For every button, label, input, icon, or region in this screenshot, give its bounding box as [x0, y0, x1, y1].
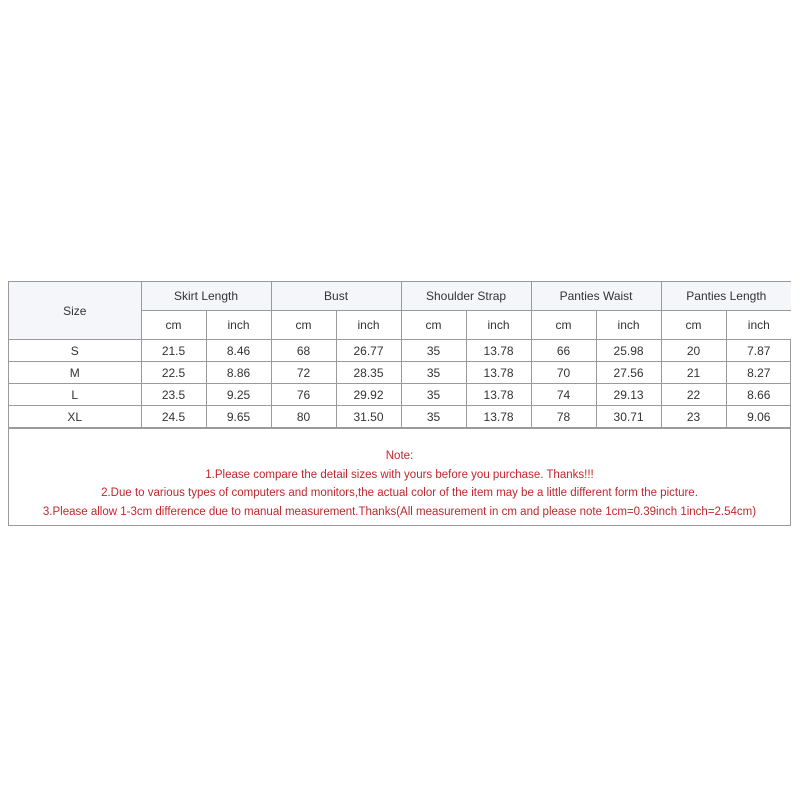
table-cell: 8.46: [206, 340, 271, 362]
group-header-skirt-length: Skirt Length: [141, 282, 271, 311]
table-cell: 68: [271, 340, 336, 362]
table-cell: 8.27: [726, 362, 791, 384]
table-cell: 70: [531, 362, 596, 384]
table-cell: 13.78: [466, 340, 531, 362]
table-cell: 72: [271, 362, 336, 384]
table-cell: 35: [401, 406, 466, 428]
note-title: Note:: [385, 450, 414, 462]
table-cell: 31.50: [336, 406, 401, 428]
table-cell: 9.65: [206, 406, 271, 428]
table-cell: 20: [661, 340, 726, 362]
table-cell: 21: [661, 362, 726, 384]
table-cell: 80: [271, 406, 336, 428]
size-cell: S: [9, 340, 141, 362]
table-cell: 13.78: [466, 384, 531, 406]
table-cell: 21.5: [141, 340, 206, 362]
unit-header-cm: cm: [661, 311, 726, 340]
group-header-panties-waist: Panties Waist: [531, 282, 661, 311]
table-cell: 22: [661, 384, 726, 406]
table-cell: 25.98: [596, 340, 661, 362]
table-row: [9, 384, 791, 406]
table-cell: 29.92: [336, 384, 401, 406]
table-cell: 26.77: [336, 340, 401, 362]
unit-header-inch: inch: [726, 311, 791, 340]
size-column-header: Size: [9, 282, 141, 340]
table-cell: 27.56: [596, 362, 661, 384]
unit-header-cm: cm: [531, 311, 596, 340]
unit-header-inch: inch: [336, 311, 401, 340]
note-line: 2.Due to various types of computers and monitors,the actual color of the item may be a little different form the picture.: [101, 487, 698, 499]
table-cell: 7.87: [726, 340, 791, 362]
unit-header-inch: inch: [206, 311, 271, 340]
size-cell: L: [9, 384, 141, 406]
table-cell: 35: [401, 340, 466, 362]
table-cell: 22.5: [141, 362, 206, 384]
size-cell: M: [9, 362, 141, 384]
table-cell: 23: [661, 406, 726, 428]
table-cell: 13.78: [466, 406, 531, 428]
table-cell: 35: [401, 384, 466, 406]
table-cell: 66: [531, 340, 596, 362]
table-row: [9, 362, 791, 384]
note-line: 3.Please allow 1-3cm difference due to manual measurement.Thanks(All measurement in cm and please note 1cm=0.39inch 1inch=2.54cm): [42, 505, 757, 518]
unit-header-cm: cm: [401, 311, 466, 340]
size-table: [9, 282, 791, 428]
group-header-panties-length: Panties Length: [661, 282, 791, 311]
table-cell: 9.06: [726, 406, 791, 428]
group-header-bust: Bust: [271, 282, 401, 311]
note-line: 1.Please compare the detail sizes with yours before you purchase. Thanks!!!: [205, 468, 594, 481]
size-cell: XL: [9, 406, 141, 428]
table-cell: 13.78: [466, 362, 531, 384]
group-header-shoulder-strap: Shoulder Strap: [401, 282, 531, 311]
table-cell: 78: [531, 406, 596, 428]
table-cell: 28.35: [336, 362, 401, 384]
notes-section: [9, 428, 790, 525]
table-row: [9, 340, 791, 362]
table-cell: 23.5: [141, 384, 206, 406]
table-cell: 8.66: [726, 384, 791, 406]
unit-header-cm: cm: [271, 311, 336, 340]
table-cell: 29.13: [596, 384, 661, 406]
unit-header-cm: cm: [141, 311, 206, 340]
table-cell: 8.86: [206, 362, 271, 384]
table-cell: 30.71: [596, 406, 661, 428]
unit-header-inch: inch: [596, 311, 661, 340]
table-cell: 9.25: [206, 384, 271, 406]
table-cell: 74: [531, 384, 596, 406]
table-cell: 35: [401, 362, 466, 384]
table-cell: 76: [271, 384, 336, 406]
table-cell: 24.5: [141, 406, 206, 428]
unit-header-inch: inch: [466, 311, 531, 340]
group-header-row: [9, 282, 791, 311]
table-row: [9, 406, 791, 428]
size-chart: [8, 281, 791, 526]
